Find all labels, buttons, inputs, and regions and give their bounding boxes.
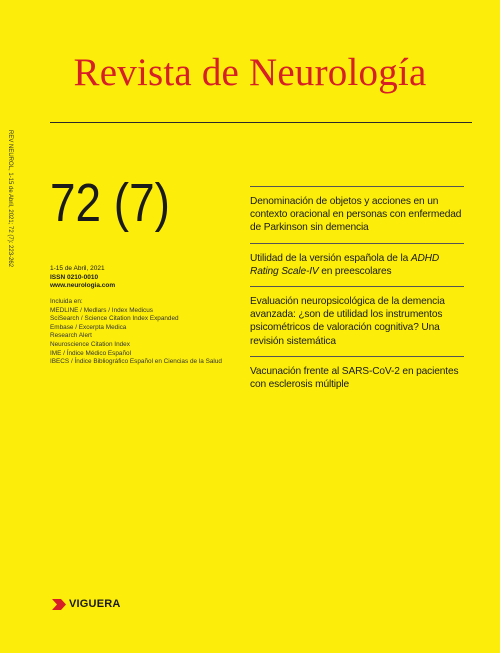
indexing-item: Embase / Excerpta Medica xyxy=(50,323,127,331)
article-list xyxy=(250,186,464,399)
spine-citation-text: REV NEUROL, 1-15 de Abril, 2021; 72 (7): 223-262 xyxy=(7,130,13,268)
indexing-item: MEDLINE / Medlars / Index Medicus xyxy=(50,306,153,314)
spine-citation xyxy=(2,130,16,290)
article-title[interactable]: Vacunación frente al SARS-CoV-2 en pacientes con esclerosis múltiple xyxy=(250,365,459,391)
article-title-part: Utilidad de la versión española de la xyxy=(250,252,411,264)
indexing-heading: Incluida en: xyxy=(50,298,83,305)
article-title-part: en preescolares xyxy=(318,265,392,277)
publisher-logo xyxy=(52,597,121,611)
publisher-name: VIGUERA xyxy=(69,598,121,610)
issue-date: 1-15 de Abril, 2021 xyxy=(50,265,105,272)
issue-number: 72 (7) xyxy=(50,173,170,233)
journal-title: Revista de Neurología xyxy=(73,51,427,94)
article-title[interactable]: Denominación de objetos y acciones en un contexto oracional en personas con enfermedad de Parkinson sin demencia xyxy=(250,196,462,234)
article-title-italic: ADHD Rating Scale-IV xyxy=(250,252,440,277)
indexing-item: SciSearch / Science Citation Index Expanded xyxy=(50,315,179,323)
issn: ISSN 0210-0010 xyxy=(50,273,99,281)
top-divider xyxy=(50,122,472,123)
website-link[interactable]: www.neurologia.com xyxy=(50,282,116,290)
article-title[interactable] xyxy=(250,244,464,286)
indexing-item: Research Alert xyxy=(50,332,92,340)
indexing-item: IME / Índice Médico Español xyxy=(50,349,131,357)
publisher-mark-icon xyxy=(52,599,66,610)
indexing-item: IBECS / Índice Bibliográfico Español en Ciencias de la Salud xyxy=(50,358,222,366)
indexing-list xyxy=(50,298,250,367)
indexing-item: Neuroscience Citation Index xyxy=(50,340,130,348)
article-title[interactable]: Evaluación neuropsicológica de la demencia avanzada: ¿son de utilidad los instrumentos psicométricos de valoración cognitiva? Una revisión sistemática xyxy=(250,296,445,347)
issue-meta xyxy=(50,265,230,291)
